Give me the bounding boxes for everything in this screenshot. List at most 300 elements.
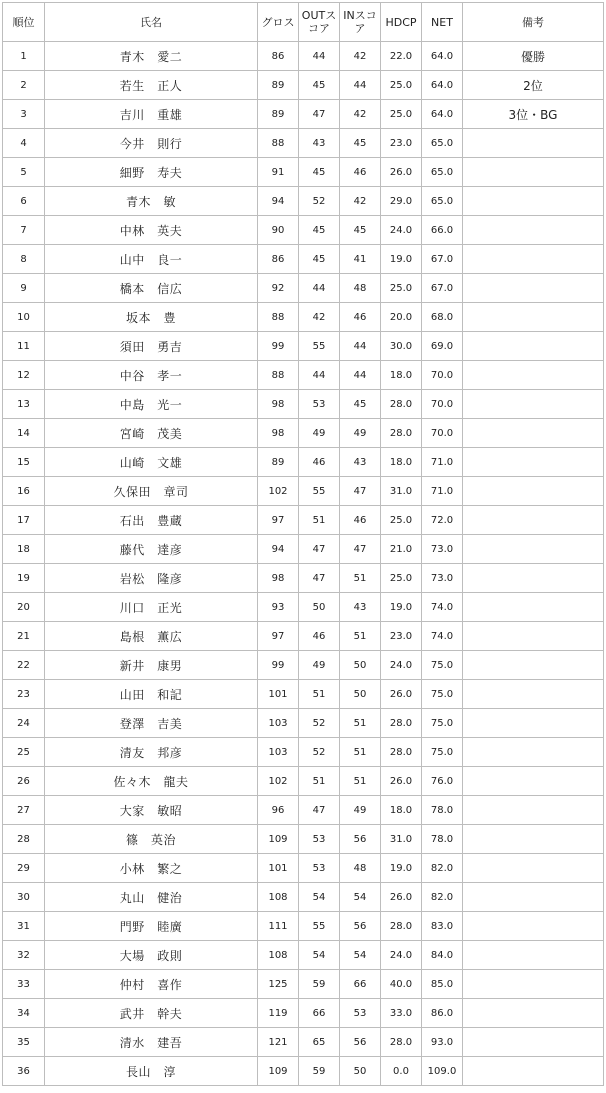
table-row: [3, 448, 604, 477]
table-row: [3, 274, 604, 303]
in-score-cell: 54: [340, 941, 381, 970]
note-cell: [463, 680, 604, 709]
hdcp-cell: 21.0: [381, 535, 422, 564]
out-score-cell: 45: [299, 158, 340, 187]
net-cell: 71.0: [422, 448, 463, 477]
table-row: [3, 419, 604, 448]
table-row: [3, 129, 604, 158]
out-score-cell: 51: [299, 506, 340, 535]
player-name-cell: 川口 正光: [45, 593, 258, 622]
hdcp-cell: 28.0: [381, 738, 422, 767]
note-cell: [463, 216, 604, 245]
gross-cell: 86: [258, 42, 299, 71]
table-row: [3, 796, 604, 825]
in-score-cell: 45: [340, 390, 381, 419]
header-gross: グロス: [258, 3, 299, 42]
gross-cell: 99: [258, 651, 299, 680]
net-cell: 86.0: [422, 999, 463, 1028]
in-score-cell: 66: [340, 970, 381, 999]
note-cell: [463, 361, 604, 390]
net-cell: 64.0: [422, 42, 463, 71]
net-cell: 93.0: [422, 1028, 463, 1057]
table-row: [3, 593, 604, 622]
net-cell: 73.0: [422, 564, 463, 593]
note-cell: [463, 970, 604, 999]
table-row: [3, 216, 604, 245]
note-cell: [463, 883, 604, 912]
table-row: [3, 883, 604, 912]
hdcp-cell: 28.0: [381, 390, 422, 419]
note-cell: [463, 535, 604, 564]
note-cell: [463, 274, 604, 303]
note-cell: [463, 593, 604, 622]
out-score-cell: 43: [299, 129, 340, 158]
in-score-cell: 51: [340, 709, 381, 738]
table-body: [3, 42, 604, 1086]
player-name-cell: 大家 敏昭: [45, 796, 258, 825]
in-score-cell: 50: [340, 1057, 381, 1086]
in-score-cell: 42: [340, 187, 381, 216]
gross-cell: 109: [258, 825, 299, 854]
net-cell: 82.0: [422, 854, 463, 883]
note-cell: [463, 564, 604, 593]
note-cell: [463, 448, 604, 477]
results-table: [2, 2, 604, 1086]
note-cell: [463, 1028, 604, 1057]
in-score-cell: 49: [340, 796, 381, 825]
table-row: [3, 332, 604, 361]
in-score-cell: 45: [340, 216, 381, 245]
out-score-cell: 59: [299, 1057, 340, 1086]
rank-cell: 1: [3, 42, 45, 71]
in-score-cell: 44: [340, 71, 381, 100]
rank-cell: 22: [3, 651, 45, 680]
gross-cell: 97: [258, 506, 299, 535]
gross-cell: 88: [258, 129, 299, 158]
rank-cell: 31: [3, 912, 45, 941]
player-name-cell: 清水 建吾: [45, 1028, 258, 1057]
header-hdcp: HDCP: [381, 3, 422, 42]
out-score-cell: 50: [299, 593, 340, 622]
out-score-cell: 53: [299, 390, 340, 419]
out-score-cell: 45: [299, 245, 340, 274]
gross-cell: 103: [258, 738, 299, 767]
header-note: 備考: [463, 3, 604, 42]
out-score-cell: 65: [299, 1028, 340, 1057]
rank-cell: 14: [3, 419, 45, 448]
hdcp-cell: 25.0: [381, 71, 422, 100]
gross-cell: 89: [258, 100, 299, 129]
in-score-cell: 41: [340, 245, 381, 274]
out-score-cell: 44: [299, 361, 340, 390]
out-score-cell: 53: [299, 854, 340, 883]
player-name-cell: 宮崎 茂美: [45, 419, 258, 448]
note-cell: [463, 303, 604, 332]
out-score-cell: 55: [299, 912, 340, 941]
hdcp-cell: 19.0: [381, 593, 422, 622]
hdcp-cell: 26.0: [381, 680, 422, 709]
gross-cell: 101: [258, 854, 299, 883]
player-name-cell: 山崎 文雄: [45, 448, 258, 477]
hdcp-cell: 23.0: [381, 622, 422, 651]
in-score-cell: 56: [340, 825, 381, 854]
table-row: [3, 680, 604, 709]
in-score-cell: 56: [340, 1028, 381, 1057]
rank-cell: 23: [3, 680, 45, 709]
table-row: [3, 825, 604, 854]
table-row: [3, 245, 604, 274]
hdcp-cell: 0.0: [381, 1057, 422, 1086]
out-score-cell: 51: [299, 767, 340, 796]
out-score-cell: 49: [299, 419, 340, 448]
player-name-cell: 中島 光一: [45, 390, 258, 419]
in-score-cell: 43: [340, 448, 381, 477]
net-cell: 67.0: [422, 274, 463, 303]
in-score-cell: 49: [340, 419, 381, 448]
table-row: [3, 738, 604, 767]
note-cell: [463, 651, 604, 680]
in-score-cell: 47: [340, 535, 381, 564]
in-score-cell: 53: [340, 999, 381, 1028]
note-cell: [463, 738, 604, 767]
note-cell: 3位・BG: [463, 100, 604, 129]
table-row: [3, 999, 604, 1028]
net-cell: 68.0: [422, 303, 463, 332]
rank-cell: 4: [3, 129, 45, 158]
out-score-cell: 46: [299, 622, 340, 651]
header-out-score: OUTスコア: [299, 3, 340, 42]
hdcp-cell: 28.0: [381, 709, 422, 738]
player-name-cell: 吉川 重雄: [45, 100, 258, 129]
net-cell: 75.0: [422, 738, 463, 767]
gross-cell: 91: [258, 158, 299, 187]
out-score-cell: 47: [299, 796, 340, 825]
player-name-cell: 青木 愛二: [45, 42, 258, 71]
net-cell: 85.0: [422, 970, 463, 999]
net-cell: 78.0: [422, 825, 463, 854]
table-row: [3, 158, 604, 187]
in-score-cell: 46: [340, 506, 381, 535]
gross-cell: 125: [258, 970, 299, 999]
rank-cell: 30: [3, 883, 45, 912]
hdcp-cell: 20.0: [381, 303, 422, 332]
rank-cell: 11: [3, 332, 45, 361]
table-row: [3, 767, 604, 796]
hdcp-cell: 26.0: [381, 883, 422, 912]
rank-cell: 29: [3, 854, 45, 883]
hdcp-cell: 28.0: [381, 419, 422, 448]
out-score-cell: 52: [299, 709, 340, 738]
in-score-cell: 51: [340, 564, 381, 593]
hdcp-cell: 18.0: [381, 361, 422, 390]
note-cell: [463, 245, 604, 274]
net-cell: 72.0: [422, 506, 463, 535]
gross-cell: 88: [258, 361, 299, 390]
player-name-cell: 篠 英治: [45, 825, 258, 854]
player-name-cell: 久保田 章司: [45, 477, 258, 506]
net-cell: 84.0: [422, 941, 463, 970]
net-cell: 82.0: [422, 883, 463, 912]
gross-cell: 89: [258, 71, 299, 100]
note-cell: [463, 477, 604, 506]
rank-cell: 12: [3, 361, 45, 390]
net-cell: 64.0: [422, 100, 463, 129]
header-row: [3, 3, 604, 42]
out-score-cell: 51: [299, 680, 340, 709]
player-name-cell: 若生 正人: [45, 71, 258, 100]
net-cell: 66.0: [422, 216, 463, 245]
in-score-cell: 54: [340, 883, 381, 912]
note-cell: [463, 1057, 604, 1086]
table-row: [3, 187, 604, 216]
hdcp-cell: 24.0: [381, 651, 422, 680]
gross-cell: 96: [258, 796, 299, 825]
table-row: [3, 361, 604, 390]
rank-cell: 28: [3, 825, 45, 854]
gross-cell: 98: [258, 419, 299, 448]
hdcp-cell: 33.0: [381, 999, 422, 1028]
header-rank: 順位: [3, 3, 45, 42]
table-row: [3, 912, 604, 941]
gross-cell: 111: [258, 912, 299, 941]
in-score-cell: 45: [340, 129, 381, 158]
player-name-cell: 新井 康男: [45, 651, 258, 680]
net-cell: 74.0: [422, 593, 463, 622]
rank-cell: 34: [3, 999, 45, 1028]
gross-cell: 86: [258, 245, 299, 274]
player-name-cell: 武井 幹夫: [45, 999, 258, 1028]
rank-cell: 17: [3, 506, 45, 535]
rank-cell: 5: [3, 158, 45, 187]
net-cell: 67.0: [422, 245, 463, 274]
note-cell: [463, 825, 604, 854]
hdcp-cell: 40.0: [381, 970, 422, 999]
table-row: [3, 854, 604, 883]
net-cell: 73.0: [422, 535, 463, 564]
rank-cell: 13: [3, 390, 45, 419]
hdcp-cell: 24.0: [381, 216, 422, 245]
gross-cell: 98: [258, 564, 299, 593]
gross-cell: 119: [258, 999, 299, 1028]
player-name-cell: 仲村 喜作: [45, 970, 258, 999]
player-name-cell: 細野 寿夫: [45, 158, 258, 187]
rank-cell: 9: [3, 274, 45, 303]
player-name-cell: 島根 薫広: [45, 622, 258, 651]
note-cell: 2位: [463, 71, 604, 100]
out-score-cell: 42: [299, 303, 340, 332]
gross-cell: 93: [258, 593, 299, 622]
player-name-cell: 大場 政則: [45, 941, 258, 970]
gross-cell: 98: [258, 390, 299, 419]
player-name-cell: 青木 敏: [45, 187, 258, 216]
gross-cell: 94: [258, 187, 299, 216]
rank-cell: 18: [3, 535, 45, 564]
gross-cell: 89: [258, 448, 299, 477]
out-score-cell: 44: [299, 274, 340, 303]
gross-cell: 90: [258, 216, 299, 245]
in-score-cell: 44: [340, 361, 381, 390]
hdcp-cell: 25.0: [381, 506, 422, 535]
rank-cell: 21: [3, 622, 45, 651]
table-row: [3, 71, 604, 100]
net-cell: 65.0: [422, 158, 463, 187]
player-name-cell: 小林 繁之: [45, 854, 258, 883]
out-score-cell: 45: [299, 71, 340, 100]
net-cell: 70.0: [422, 390, 463, 419]
player-name-cell: 石出 豊蔵: [45, 506, 258, 535]
note-cell: [463, 129, 604, 158]
out-score-cell: 53: [299, 825, 340, 854]
hdcp-cell: 28.0: [381, 1028, 422, 1057]
net-cell: 78.0: [422, 796, 463, 825]
player-name-cell: 佐々木 龍夫: [45, 767, 258, 796]
hdcp-cell: 31.0: [381, 825, 422, 854]
hdcp-cell: 30.0: [381, 332, 422, 361]
player-name-cell: 須田 勇吉: [45, 332, 258, 361]
table-row: [3, 1057, 604, 1086]
note-cell: [463, 854, 604, 883]
rank-cell: 10: [3, 303, 45, 332]
player-name-cell: 清友 邦彦: [45, 738, 258, 767]
rank-cell: 36: [3, 1057, 45, 1086]
rank-cell: 16: [3, 477, 45, 506]
table-row: [3, 709, 604, 738]
player-name-cell: 今井 則行: [45, 129, 258, 158]
player-name-cell: 丸山 健治: [45, 883, 258, 912]
table-row: [3, 42, 604, 71]
out-score-cell: 44: [299, 42, 340, 71]
rank-cell: 2: [3, 71, 45, 100]
table-row: [3, 535, 604, 564]
gross-cell: 88: [258, 303, 299, 332]
table-row: [3, 622, 604, 651]
in-score-cell: 44: [340, 332, 381, 361]
hdcp-cell: 25.0: [381, 274, 422, 303]
net-cell: 64.0: [422, 71, 463, 100]
gross-cell: 101: [258, 680, 299, 709]
table-row: [3, 303, 604, 332]
player-name-cell: 山中 良一: [45, 245, 258, 274]
hdcp-cell: 28.0: [381, 912, 422, 941]
net-cell: 75.0: [422, 651, 463, 680]
table-row: [3, 477, 604, 506]
in-score-cell: 56: [340, 912, 381, 941]
in-score-cell: 46: [340, 303, 381, 332]
out-score-cell: 52: [299, 738, 340, 767]
header-net: NET: [422, 3, 463, 42]
net-cell: 70.0: [422, 419, 463, 448]
gross-cell: 103: [258, 709, 299, 738]
player-name-cell: 橋本 信広: [45, 274, 258, 303]
table-row: [3, 970, 604, 999]
out-score-cell: 45: [299, 216, 340, 245]
hdcp-cell: 26.0: [381, 158, 422, 187]
table-row: [3, 390, 604, 419]
note-cell: [463, 796, 604, 825]
net-cell: 76.0: [422, 767, 463, 796]
in-score-cell: 48: [340, 854, 381, 883]
hdcp-cell: 18.0: [381, 796, 422, 825]
net-cell: 65.0: [422, 129, 463, 158]
player-name-cell: 藤代 達彦: [45, 535, 258, 564]
rank-cell: 7: [3, 216, 45, 245]
gross-cell: 102: [258, 477, 299, 506]
out-score-cell: 47: [299, 535, 340, 564]
rank-cell: 20: [3, 593, 45, 622]
net-cell: 83.0: [422, 912, 463, 941]
player-name-cell: 門野 睦廣: [45, 912, 258, 941]
note-cell: [463, 912, 604, 941]
rank-cell: 25: [3, 738, 45, 767]
table-row: [3, 564, 604, 593]
out-score-cell: 66: [299, 999, 340, 1028]
out-score-cell: 55: [299, 332, 340, 361]
note-cell: [463, 941, 604, 970]
hdcp-cell: 19.0: [381, 854, 422, 883]
note-cell: 優勝: [463, 42, 604, 71]
rank-cell: 33: [3, 970, 45, 999]
note-cell: [463, 709, 604, 738]
player-name-cell: 山田 和記: [45, 680, 258, 709]
in-score-cell: 48: [340, 274, 381, 303]
gross-cell: 108: [258, 941, 299, 970]
in-score-cell: 43: [340, 593, 381, 622]
gross-cell: 102: [258, 767, 299, 796]
rank-cell: 3: [3, 100, 45, 129]
hdcp-cell: 26.0: [381, 767, 422, 796]
hdcp-cell: 23.0: [381, 129, 422, 158]
gross-cell: 121: [258, 1028, 299, 1057]
gross-cell: 97: [258, 622, 299, 651]
table-header: [3, 3, 604, 42]
player-name-cell: 長山 淳: [45, 1057, 258, 1086]
net-cell: 75.0: [422, 680, 463, 709]
net-cell: 69.0: [422, 332, 463, 361]
note-cell: [463, 767, 604, 796]
net-cell: 75.0: [422, 709, 463, 738]
in-score-cell: 51: [340, 622, 381, 651]
table-row: [3, 941, 604, 970]
out-score-cell: 54: [299, 883, 340, 912]
net-cell: 70.0: [422, 361, 463, 390]
out-score-cell: 54: [299, 941, 340, 970]
gross-cell: 108: [258, 883, 299, 912]
note-cell: [463, 158, 604, 187]
in-score-cell: 47: [340, 477, 381, 506]
net-cell: 65.0: [422, 187, 463, 216]
net-cell: 74.0: [422, 622, 463, 651]
net-cell: 109.0: [422, 1057, 463, 1086]
table-row: [3, 506, 604, 535]
rank-cell: 6: [3, 187, 45, 216]
out-score-cell: 52: [299, 187, 340, 216]
rank-cell: 24: [3, 709, 45, 738]
table-row: [3, 1028, 604, 1057]
gross-cell: 94: [258, 535, 299, 564]
hdcp-cell: 25.0: [381, 100, 422, 129]
rank-cell: 35: [3, 1028, 45, 1057]
in-score-cell: 42: [340, 42, 381, 71]
gross-cell: 99: [258, 332, 299, 361]
player-name-cell: 岩松 隆彦: [45, 564, 258, 593]
note-cell: [463, 999, 604, 1028]
rank-cell: 8: [3, 245, 45, 274]
out-score-cell: 46: [299, 448, 340, 477]
out-score-cell: 55: [299, 477, 340, 506]
player-name-cell: 中林 英夫: [45, 216, 258, 245]
note-cell: [463, 390, 604, 419]
out-score-cell: 59: [299, 970, 340, 999]
